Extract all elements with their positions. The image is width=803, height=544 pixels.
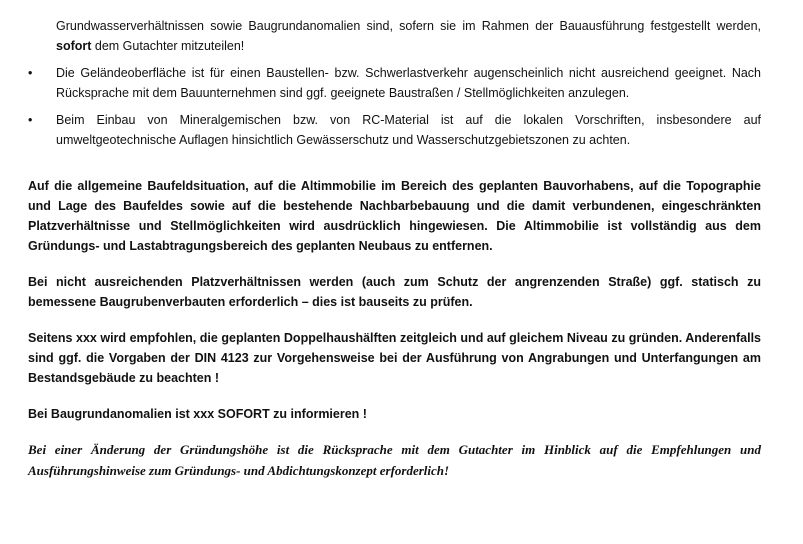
text-run: Grundwasserverhältnissen sowie Baugrundanomalien sind, sofern sie im Rahmen der Bauausführung festgestellt werden, [56, 19, 761, 33]
closing-note: Bei einer Änderung der Gründungshöhe ist die Rücksprache mit dem Gutachter im Hinblick auf die Empfehlungen und Ausführungshinweise zum Gründungs- und Abdichtungskonzept erforderlich! [28, 442, 761, 478]
text-run: dem Gutachter mitzuteilen! [91, 38, 245, 53]
text-run-bold: sofort [56, 38, 92, 53]
paragraph-baugrundanomalien: Bei Baugrundanomalien ist xxx SOFORT zu informieren ! [28, 407, 367, 421]
bullet-marker: • [28, 66, 33, 80]
bullet-item-continued [28, 17, 761, 56]
bullet-text: Beim Einbau von Mineralgemischen bzw. von RC-Material ist auf die lokalen Vorschriften, insbesondere auf umweltgeotechnische Auflagen hinsichtlich Gewässerschutz und Wasserschutzgebietszonen zu achten. [56, 113, 761, 147]
paragraph-baufeldsituation: Auf die allgemeine Baufeldsituation, auf die Altimmobilie im Bereich des geplanten Bauvorhabens, auf die Topographie und Lage des Baufeldes sowie auf die bestehende Nachbarbebauung und die damit verbundenen, eingeschränkten Platzverhältnisse und Stellmöglichkeiten wird ausdrücklich hingewiesen. Die Altimmobilie ist vollständig aus dem Gründungs- und Lastabtragungsbereich des geplanten Neubaus zu entfernen. [28, 179, 761, 253]
bullet-marker: • [28, 113, 33, 127]
bullet-text: Die Geländeoberfläche ist für einen Baustellen- bzw. Schwerlastverkehr augenscheinlich nicht ausreichend geeignet. Nach Rücksprache mit dem Bauunternehmen sind ggf. geeignete Baustraßen / Stellmöglichkeiten anzulegen. [56, 66, 761, 100]
paragraph-baugrubenverbau: Bei nicht ausreichenden Platzverhältnissen werden (auch zum Schutz der angrenzenden Straße) ggf. statisch zu bemessene Baugrubenverbauten erforderlich – dies ist bauseits zu prüfen. [28, 275, 761, 309]
paragraph-doppelhaushaelften: Seitens xxx wird empfohlen, die geplanten Doppelhaushälften zeitgleich und auf gleichem Niveau zu gründen. Anderenfalls sind ggf. die Vorgaben der DIN 4123 zur Vorgehensweise bei der Ausführung von Angrabungen und Unterfangungen am Bestandsgebäude zu beachten ! [28, 331, 761, 385]
bullet-item [28, 64, 761, 103]
bullet-item [28, 111, 761, 150]
bullet-text [56, 17, 761, 56]
